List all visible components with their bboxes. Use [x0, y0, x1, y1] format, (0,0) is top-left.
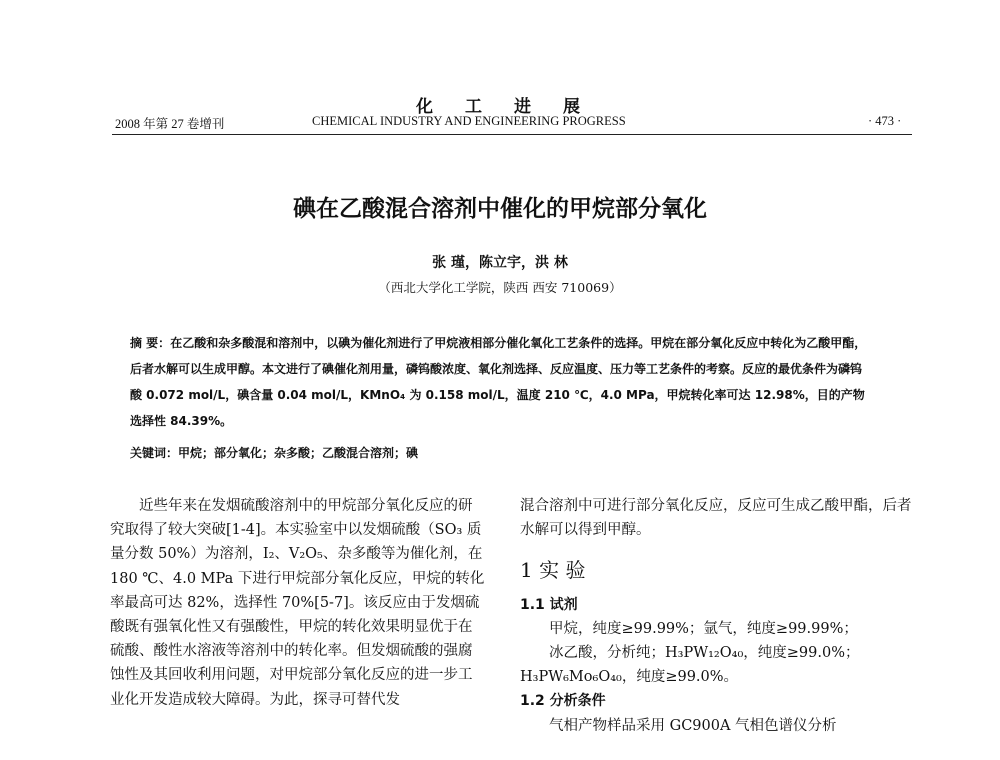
reagent-line: 冰乙酸，分析纯；H₃PW₁₂O₄₀，纯度≥99.0%；	[549, 645, 860, 662]
subsection-analysis: 1.2 分析条件	[520, 693, 606, 710]
subsection-reagents: 1.1 试剂	[520, 596, 578, 613]
journal-name-cn: 化工进展	[416, 97, 612, 117]
intro-paragraph: 近些年来在发烟硫酸溶剂中的甲烷部分氧化反应的研究取得了较大突破[1-4]。本实验室中以发烟硫酸（SO₃ 质量分数 50%）为溶剂，I₂、V₂O₅、杂多酸等为催化剂，在 180 ℃、4.0 MPa 下进行甲烷部分氧化反应，甲烷的转化率最高可达 82%，选择性 70%[5-7]。该反应由于发烟硫酸既有强氧化性又有强酸性，甲烷的转化效果明显优于在硫酸、酸性水溶液等溶剂中的转化率。但发烟硫酸的强腐蚀性及其回收利用问题，对甲烷部分氧化反应的进一步工业化开发造成较大障碍。为此，探寻可替代发	[110, 498, 485, 708]
keywords-label: 关键词：	[130, 446, 179, 460]
abstract-text: 在乙酸和杂多酸混和溶剂中，以碘为催化剂进行了甲烷液相部分催化氧化工艺条件的选择。甲烷在部分氧化反应中转化为乙酸甲酯，后者水解可以生成甲醇。本文进行了碘催化剂用量，磷钨酸浓度、氧化剂选择、反应温度、压力等工艺条件的考察。反应的最优条件为磷钨酸 0.072 mol/L，碘含量 0.04 mol/L，KMnO₄ 为 0.158 mol/L，温度 210 ℃，4.0 MPa，甲烷转化率可达 12.98%，目的产物选择性 84.39%。	[130, 336, 867, 428]
issue-info: 2008 年第 27 卷增刊	[115, 117, 225, 131]
reagent-line: H₃PW₆Mo₆O₄₀，纯度≥99.0%。	[520, 669, 739, 686]
page-number: · 473 ·	[868, 114, 902, 128]
article-title: 碘在乙酸混合溶剂中催化的甲烷部分氧化	[293, 196, 707, 222]
left-column	[110, 494, 485, 712]
journal-name-en: CHEMICAL INDUSTRY AND ENGINEERING PROGRESS	[312, 114, 626, 128]
section-heading: 1 实 验	[520, 558, 586, 583]
abstract-label: 摘 要：	[130, 336, 171, 350]
intro-continuation: 混合溶剂中可进行部分氧化反应，反应可生成乙酸甲酯，后者水解可以得到甲醇。	[520, 498, 912, 539]
keywords	[130, 444, 870, 461]
right-column	[520, 494, 915, 738]
keywords-text: 甲烷；部分氧化；杂多酸；乙酸混合溶剂；碘	[178, 446, 419, 460]
authors: 张 瑾，陈立宇，洪 林	[432, 255, 568, 271]
affiliation: （西北大学化工学院，陕西 西安 710069）	[378, 280, 622, 295]
abstract	[130, 330, 870, 434]
analysis-text: 气相产物样品采用 GC900A 气相色谱仪分析	[549, 717, 837, 734]
reagent-line: 甲烷，纯度≥99.99%；氩气，纯度≥99.99%；	[549, 620, 858, 637]
header-rule	[112, 134, 912, 135]
